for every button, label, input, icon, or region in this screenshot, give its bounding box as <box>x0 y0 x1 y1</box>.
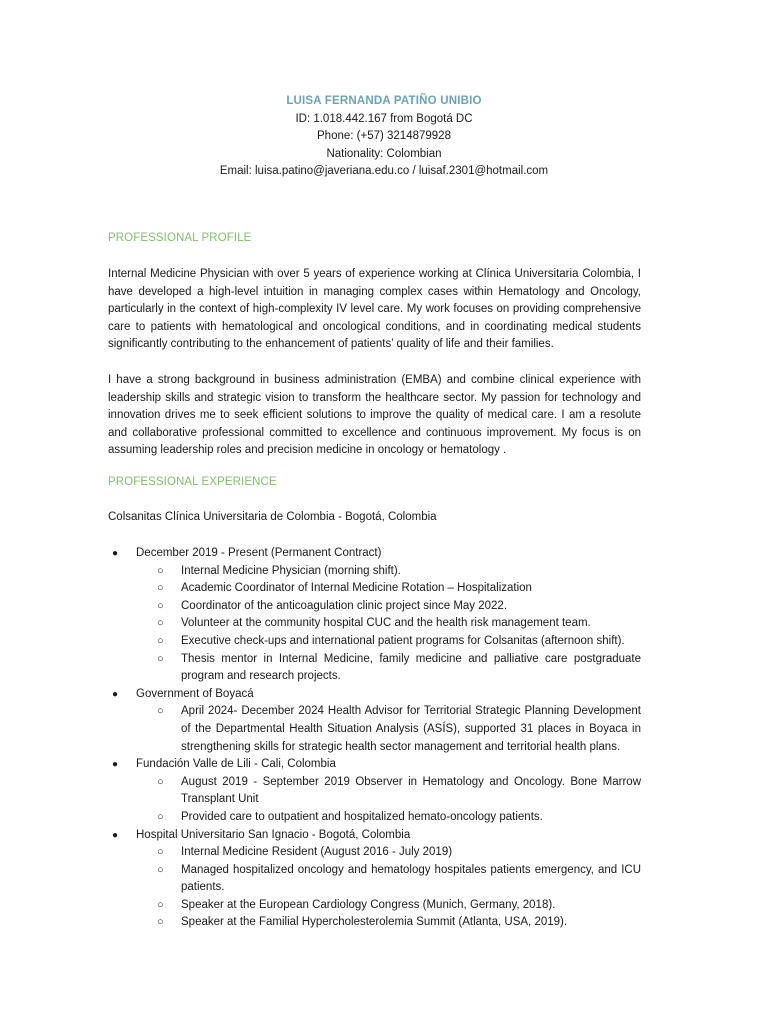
circle-bullet-icon: ○ <box>157 810 164 823</box>
profile-paragraph-2: I have a strong background in business administration (EMBA) and combine clinical experience with leadership skills and strategic vision to transform the healthcare sector. My passion for technology and innovation drives me to seek efficient solutions to improve the quality of medical care. I am a resolute and collaborative professional committed to excellence and continuous improvement. My focus is on assuming leadership roles and precision medicine in oncology or hematology . <box>108 374 641 457</box>
job-detail-text: Volunteer at the community hospital CUC and the health risk management team. <box>181 617 591 630</box>
job-detail-text: August 2019 - September 2019 Observer in Hematology and Oncology. Bone Marrow Transplant Unit <box>181 775 641 806</box>
job-heading: Government of Boyacá <box>136 687 254 700</box>
job-detail-item <box>108 563 641 581</box>
job-detail-item <box>108 598 641 616</box>
job-detail-text: Internal Medicine Physician (morning shift). <box>181 564 401 577</box>
job-detail-item <box>108 914 641 932</box>
circle-bullet-icon: ○ <box>157 617 164 630</box>
employer-name: Colsanitas Clínica Universitaria de Colombia - Bogotá, Colombia <box>108 511 437 523</box>
job-detail-text: Speaker at the European Cardiology Congress (Munich, Germany, 2018). <box>181 898 556 911</box>
candidate-name: LUISA FERNANDA PATIÑO UNIBIO <box>286 95 482 107</box>
circle-bullet-icon: ○ <box>157 582 164 595</box>
job-entry <box>108 545 641 563</box>
job-detail-item <box>108 703 641 756</box>
bullet-icon: ● <box>112 688 119 700</box>
experience-section-title: PROFESSIONAL EXPERIENCE <box>108 476 277 488</box>
contact-header <box>0 93 768 181</box>
job-heading: Fundación Valle de Lili - Cali, Colombia <box>136 758 336 771</box>
circle-bullet-icon: ○ <box>157 634 164 647</box>
bullet-icon: ● <box>112 548 119 559</box>
job-detail-text: Provided care to outpatient and hospitalized hemato-oncology patients. <box>181 810 543 823</box>
job-detail-text: Managed hospitalized oncology and hematology hospitales patients emergency, and ICU patients. <box>181 863 641 894</box>
bullet-icon: ● <box>112 829 119 841</box>
id-line: ID: 1.018.442.167 from Bogotá DC <box>295 112 473 125</box>
circle-bullet-icon: ○ <box>157 564 164 577</box>
profile-section-title: PROFESSIONAL PROFILE <box>108 232 252 244</box>
job-detail-item <box>108 633 641 651</box>
job-detail-text: April 2024- December 2024 Health Advisor for Territorial Strategic Planning Development of the Departmental Health Situation Analysis (ASÍS), supported 31 places in Boyaca in strengthening skills for strategic health sector management and territorial health plans. <box>181 705 641 753</box>
job-detail-item <box>108 809 641 827</box>
circle-bullet-icon: ○ <box>157 652 164 665</box>
job-detail-item <box>108 862 641 897</box>
job-entry <box>108 756 641 774</box>
job-heading: Hospital Universitario San Ignacio - Bogotá, Colombia <box>136 828 411 841</box>
job-detail-text: Speaker at the Familial Hypercholesterolemia Summit (Atlanta, USA, 2019). <box>181 916 568 929</box>
phone-line: Phone: (+57) 3214879928 <box>317 130 451 142</box>
experience-list <box>108 545 641 932</box>
job-detail-text: Executive check-ups and international patient programs for Colsanitas (afternoon shift). <box>181 634 625 647</box>
job-detail-item <box>108 844 641 862</box>
job-detail-item <box>108 897 641 915</box>
job-entry <box>108 686 641 704</box>
job-entry <box>108 827 641 845</box>
job-detail-item <box>108 774 641 809</box>
circle-bullet-icon: ○ <box>157 863 164 876</box>
circle-bullet-icon: ○ <box>157 775 164 788</box>
circle-bullet-icon: ○ <box>157 599 164 612</box>
email-line: Email: luisa.patino@javeriana.edu.co / luisaf.2301@hotmail.com <box>219 165 549 177</box>
job-detail-item <box>108 651 641 686</box>
job-detail-text: Internal Medicine Resident (August 2016 - July 2019) <box>181 846 453 859</box>
circle-bullet-icon: ○ <box>157 846 164 859</box>
job-detail-text: Thesis mentor in Internal Medicine, family medicine and palliative care postgraduate program and research projects. <box>181 652 641 683</box>
job-detail-item <box>108 580 641 598</box>
circle-bullet-icon: ○ <box>157 898 164 911</box>
job-detail-item <box>108 615 641 633</box>
circle-bullet-icon: ○ <box>157 916 164 929</box>
circle-bullet-icon: ○ <box>157 705 164 718</box>
job-detail-text: Academic Coordinator of Internal Medicine Rotation – Hospitalization <box>181 582 532 595</box>
nationality-line: Nationality: Colombian <box>326 147 442 160</box>
bullet-icon: ● <box>112 759 119 771</box>
job-heading: December 2019 - Present (Permanent Contract) <box>136 547 382 559</box>
profile-paragraph-1: Internal Medicine Physician with over 5 years of experience working at Clínica Universitaria Colombia, I have developed a high-level intuition in managing complex cases within Hematology and Oncology, particularly in the context of high-complexity IV level care. My work focuses on providing comprehensive care to patients with hematological and oncological conditions, and in coordinating medical students significantly contributing to the enhancement of patients’ quality of life and their families. <box>108 268 641 351</box>
job-detail-text: Coordinator of the anticoagulation clinic project since May 2022. <box>181 599 508 612</box>
